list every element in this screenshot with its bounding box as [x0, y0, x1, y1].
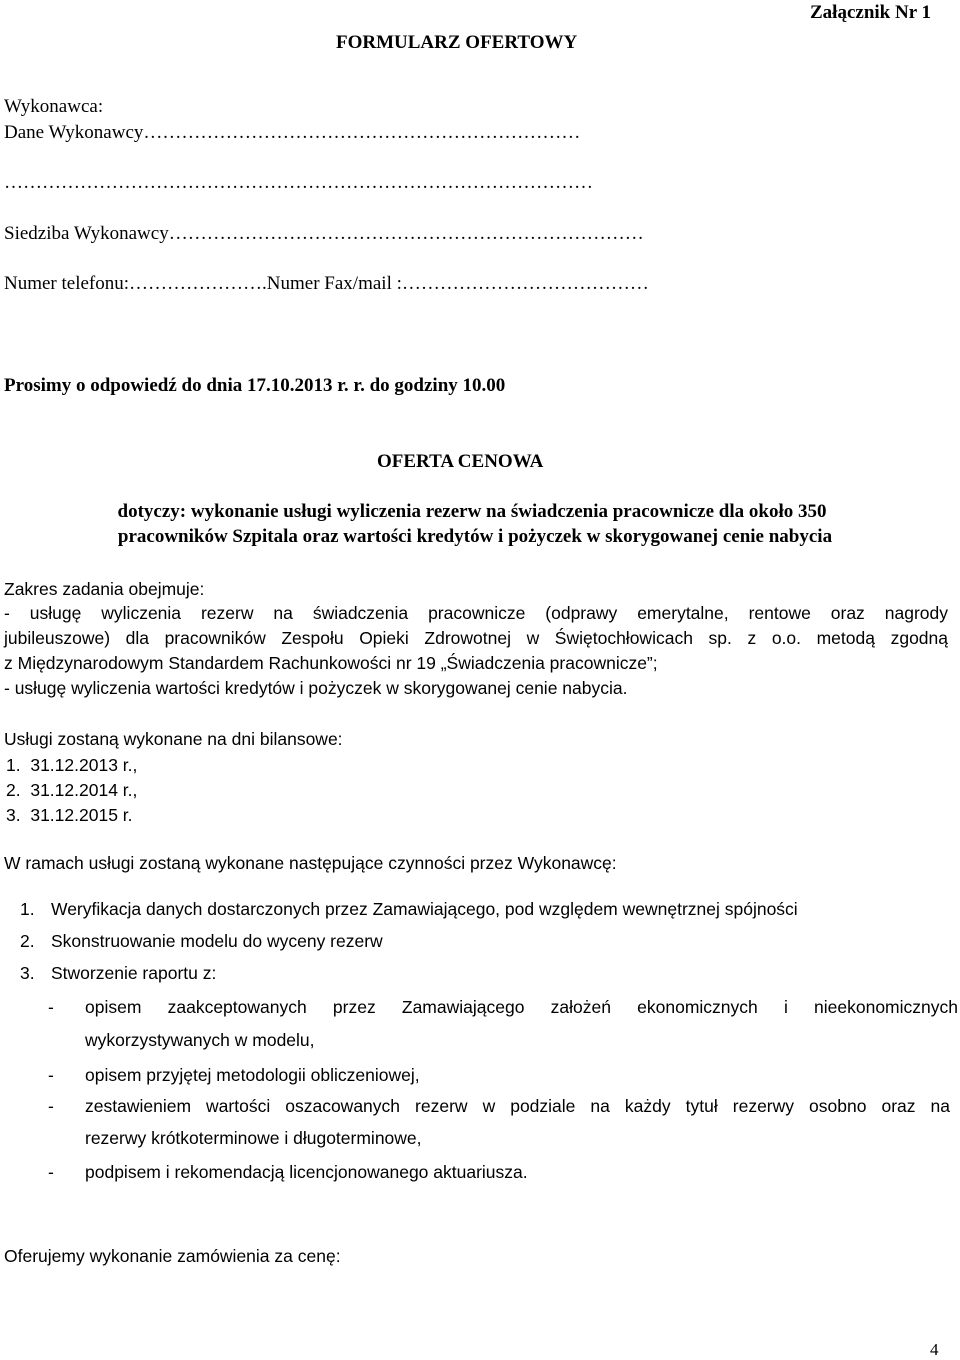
report-item-dash: -	[48, 1096, 54, 1116]
contractor-phone-fax-field[interactable]: Numer telefonu:………………….Numer Fax/mail :…………………………………	[4, 273, 649, 294]
activity-item: 1.	[20, 899, 35, 919]
scope-line-2: jubileuszowe) dla pracowników Zespołu Opieki Zdrowotnej w Świętochłowicach sp. z o.o. metodą zgodną	[4, 628, 948, 648]
offer-subject-line2: pracowników Szpitala oraz wartości kredytów i pożyczek w skorygowanej cenie nabycia	[117, 526, 833, 547]
report-item-dash: -	[48, 1065, 54, 1085]
activity-item-text: Skonstruowanie modelu do wyceny rezerw	[51, 931, 383, 951]
offer-title: OFERTA CENOWA	[377, 451, 544, 472]
activity-item-text: Weryfikacja danych dostarczonych przez Zamawiającego, pod względem wewnętrznej spójności	[51, 899, 798, 919]
activity-item: 2.	[20, 931, 35, 951]
activity-item: 3.	[20, 963, 35, 983]
report-item-line: rezerwy krótkoterminowe i długoterminowe,	[85, 1128, 422, 1148]
offer-subject-line1: dotyczy: wykonanie usługi wyliczenia rezerw na świadczenia pracownicze dla około 350	[117, 501, 827, 522]
price-offer-label: Oferujemy wykonanie zamówienia za cenę:	[4, 1246, 341, 1266]
scope-line-3: z Międzynarodowym Standardem Rachunkowości nr 19 „Świadczenia pracownicze”;	[4, 653, 658, 673]
attachment-label: Załącznik Nr 1	[810, 2, 932, 23]
report-item-line: zestawieniem wartości oszacowanych rezerw w podziale na każdy tytuł rezerwy osobno oraz na	[85, 1096, 950, 1116]
scope-line-1: - usługę wyliczenia rezerw na świadczenia pracownicze (odprawy emerytalne, rentowe oraz nagrody	[4, 603, 948, 623]
report-item-dash: -	[48, 997, 54, 1017]
contractor-data-field[interactable]: Dane Wykonawcy……………………………………………………………	[4, 122, 581, 143]
response-deadline: Prosimy o odpowiedź do dnia 17.10.2013 r. r. do godziny 10.00	[4, 375, 506, 396]
report-item-line: opisem zaakceptowanych przez Zamawiającego założeń ekonomicznych i nieekonomicznych	[85, 997, 958, 1017]
report-item-line: opisem przyjętej metodologii obliczeniowej,	[85, 1065, 420, 1085]
contractor-label: Wykonawca:	[4, 96, 104, 117]
balance-dates-heading: Usługi zostaną wykonane na dni bilansowe:	[4, 729, 343, 749]
activities-heading: W ramach usługi zostaną wykonane następujące czynności przez Wykonawcę:	[4, 853, 617, 873]
report-item-dash: -	[48, 1162, 54, 1182]
page-number: 4	[930, 1340, 939, 1359]
report-item-line: wykorzystywanych w modelu,	[85, 1030, 315, 1050]
contractor-seat-field[interactable]: Siedziba Wykonawcy…………………………………………………………………	[4, 223, 644, 244]
scope-line-4: - usługę wyliczenia wartości kredytów i pożyczek w skorygowanej cenie nabycia.	[4, 678, 628, 698]
report-item-line: podpisem i rekomendacją licencjonowanego aktuariusza.	[85, 1162, 528, 1182]
balance-date-item: 3. 31.12.2015 r.	[6, 805, 133, 825]
balance-date-item: 2. 31.12.2014 r.,	[6, 780, 138, 800]
balance-date-item: 1. 31.12.2013 r.,	[6, 755, 138, 775]
activity-item-text: Stworzenie raportu z:	[51, 963, 217, 983]
form-title: FORMULARZ OFERTOWY	[336, 32, 578, 53]
scope-heading: Zakres zadania obejmuje:	[4, 579, 205, 599]
contractor-data-field-line2[interactable]: …………………………………………………………………………………	[4, 172, 593, 193]
